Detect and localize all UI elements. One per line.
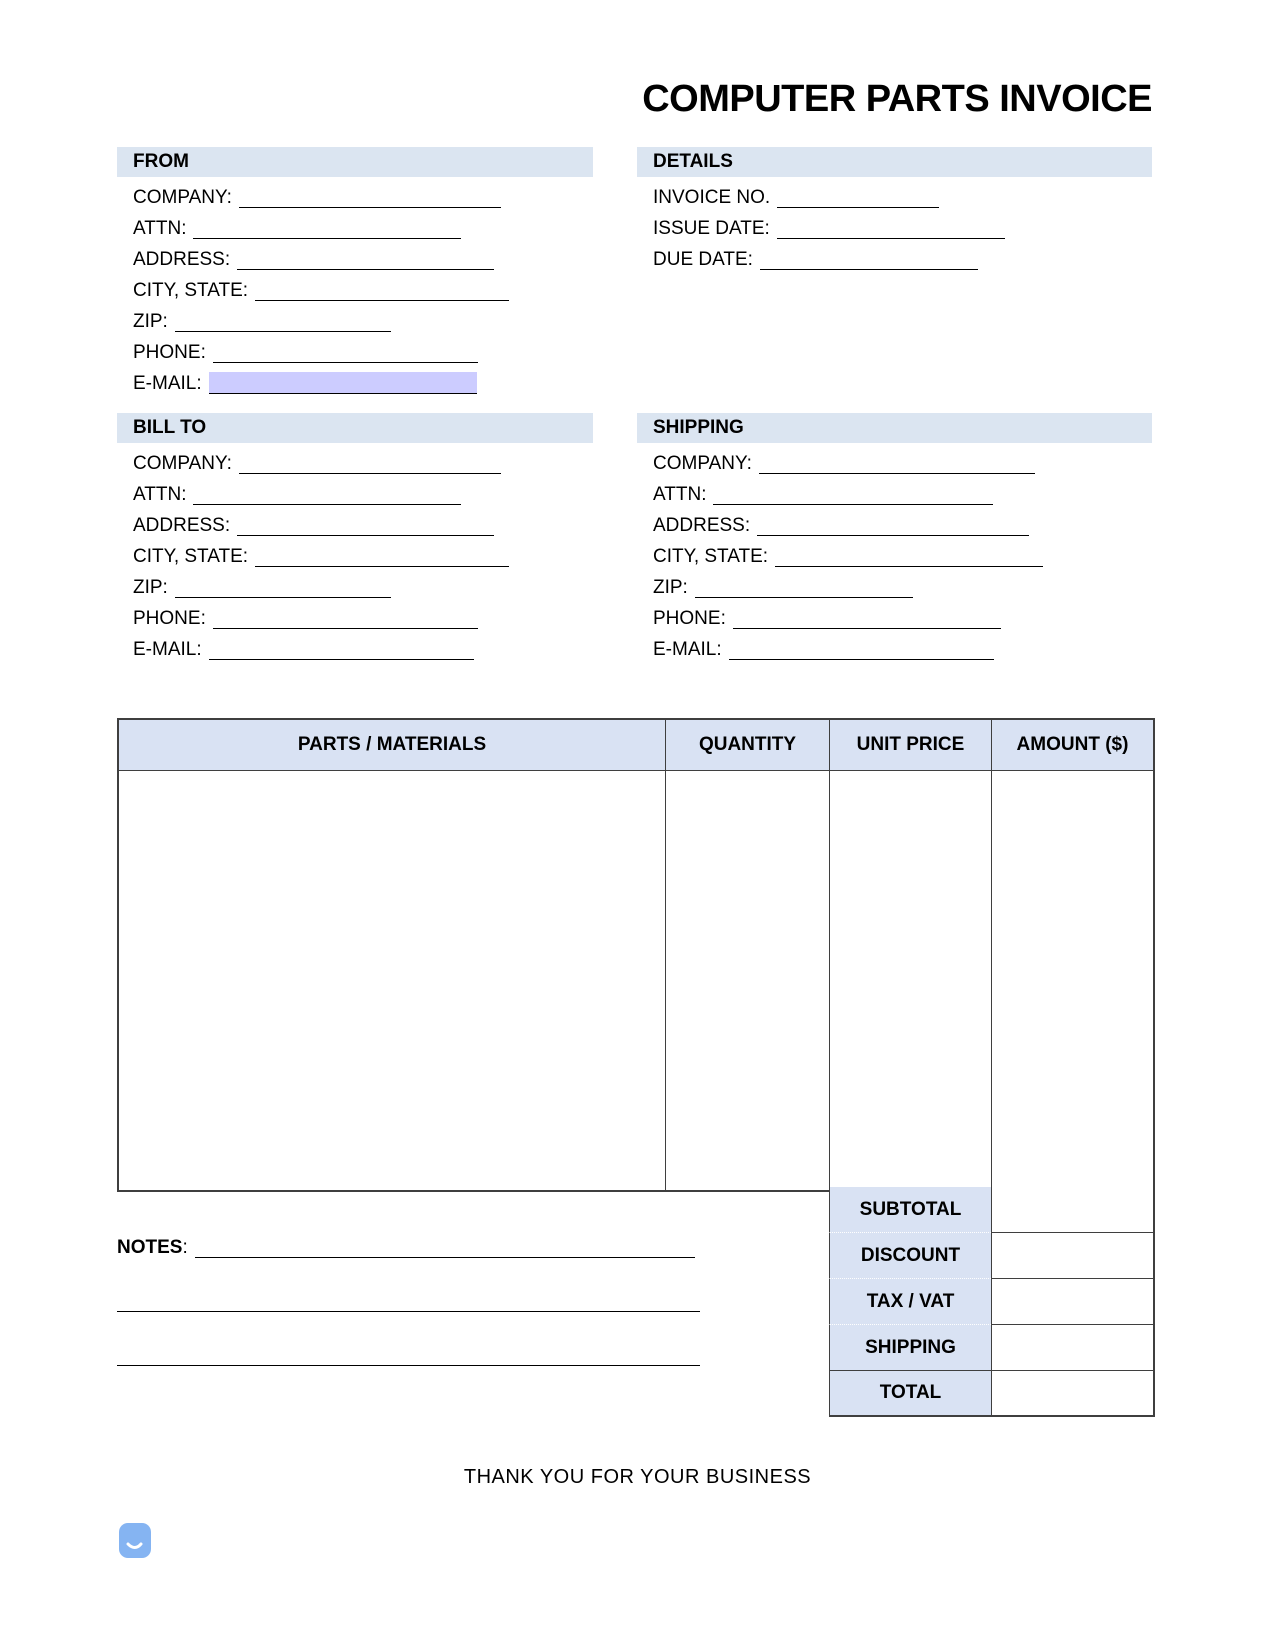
bill-city-state-line[interactable] [255, 564, 509, 567]
total-label: TOTAL [829, 1371, 991, 1417]
issue-date-row [653, 211, 1152, 242]
from-email-line[interactable] [209, 372, 477, 394]
ship-phone-line[interactable] [733, 626, 1001, 629]
shipping-section-title: SHIPPING [653, 417, 744, 438]
shipping-section-header [637, 413, 1152, 443]
from-section-header [117, 147, 593, 177]
notes-row-3 [117, 1338, 717, 1368]
ship-company-line[interactable] [759, 471, 1035, 474]
from-address-label: ADDRESS: [133, 249, 231, 270]
bill-email-line[interactable] [209, 657, 474, 660]
bill-phone-row [133, 601, 593, 632]
discount-value-cell[interactable] [991, 1233, 1155, 1279]
from-zip-row [133, 304, 593, 335]
from-attn-line[interactable] [193, 236, 461, 239]
total-value-cell[interactable] [991, 1371, 1155, 1417]
ship-email-label: E-MAIL: [653, 639, 722, 660]
bill-phone-line[interactable] [213, 626, 478, 629]
from-section-title: FROM [133, 151, 189, 172]
from-city-state-line[interactable] [255, 298, 509, 301]
notes-line-1[interactable] [195, 1255, 695, 1258]
from-section [117, 147, 593, 397]
subtotal-row [117, 1187, 1155, 1233]
bill-email-row [133, 632, 593, 663]
bill-to-section-header [117, 413, 593, 443]
shipping-section [637, 413, 1152, 663]
from-phone-line[interactable] [213, 360, 478, 363]
due-date-row [653, 242, 1152, 273]
from-attn-label: ATTN: [133, 218, 187, 239]
invoice-maker-smile-logo-icon [119, 1523, 151, 1558]
unit-price-entry-cell[interactable] [829, 771, 991, 1190]
bill-to-section [117, 413, 593, 663]
ship-city-state-label: CITY, STATE: [653, 546, 769, 567]
col-header-quantity: QUANTITY [665, 720, 829, 770]
amount-entry-cell[interactable] [991, 771, 1153, 1190]
col-header-parts-materials: PARTS / MATERIALS [297, 734, 487, 755]
from-email-label: E-MAIL: [133, 373, 202, 394]
bill-address-line[interactable] [237, 533, 494, 536]
items-table-body-row [119, 771, 1153, 1190]
from-company-label: COMPANY: [133, 187, 232, 208]
bill-zip-line[interactable] [175, 595, 391, 598]
parts-materials-entry-cell[interactable] [119, 771, 665, 1190]
ship-zip-row [653, 570, 1152, 601]
ship-company-row [653, 446, 1152, 477]
due-date-label: DUE DATE: [653, 249, 753, 270]
invoice-no-label: INVOICE NO. [653, 187, 771, 208]
ship-zip-line[interactable] [695, 595, 913, 598]
ship-city-state-line[interactable] [775, 564, 1043, 567]
from-address-line[interactable] [237, 267, 494, 270]
notes-row-1 [117, 1230, 717, 1260]
from-email-row [133, 366, 593, 397]
from-company-row [133, 180, 593, 211]
from-city-state-row [133, 273, 593, 304]
issue-date-label: ISSUE DATE: [653, 218, 770, 239]
bill-phone-label: PHONE: [133, 608, 206, 629]
from-phone-row [133, 335, 593, 366]
due-date-line[interactable] [760, 267, 978, 270]
bill-city-state-label: CITY, STATE: [133, 546, 249, 567]
bill-email-label: E-MAIL: [133, 639, 202, 660]
from-address-row [133, 242, 593, 273]
quantity-entry-cell[interactable] [665, 771, 829, 1190]
page-title: COMPUTER PARTS INVOICE [642, 78, 1152, 120]
ship-address-label: ADDRESS: [653, 515, 751, 536]
from-company-line[interactable] [239, 205, 501, 208]
details-section [637, 147, 1152, 273]
from-zip-label: ZIP: [133, 311, 168, 332]
ship-address-line[interactable] [757, 533, 1029, 536]
shipping-value-cell[interactable] [991, 1325, 1155, 1371]
shipping-cost-label: SHIPPING [829, 1325, 991, 1371]
invoice-no-row [653, 180, 1152, 211]
ship-address-row [653, 508, 1152, 539]
bill-company-label: COMPANY: [133, 453, 232, 474]
bill-city-state-row [133, 539, 593, 570]
notes-label: NOTES: [117, 1237, 188, 1258]
bill-attn-label: ATTN: [133, 484, 187, 505]
ship-attn-label: ATTN: [653, 484, 707, 505]
ship-attn-row [653, 477, 1152, 508]
bill-address-row [133, 508, 593, 539]
bill-company-row [133, 446, 593, 477]
notes-row-2 [117, 1284, 717, 1314]
ship-email-line[interactable] [729, 657, 994, 660]
ship-zip-label: ZIP: [653, 577, 688, 598]
items-table [117, 718, 1155, 1192]
ship-city-state-row [653, 539, 1152, 570]
bill-to-section-title: BILL TO [133, 417, 207, 438]
col-header-unit-price: UNIT PRICE [829, 720, 991, 770]
bill-address-label: ADDRESS: [133, 515, 231, 536]
from-attn-row [133, 211, 593, 242]
notes-line-2[interactable] [117, 1309, 700, 1312]
bill-zip-row [133, 570, 593, 601]
ship-phone-row [653, 601, 1152, 632]
ship-company-label: COMPANY: [653, 453, 752, 474]
discount-label: DISCOUNT [829, 1233, 991, 1279]
bill-attn-row [133, 477, 593, 508]
tax-vat-label: TAX / VAT [829, 1279, 991, 1325]
subtotal-label: SUBTOTAL [829, 1187, 991, 1233]
issue-date-line[interactable] [777, 236, 1005, 239]
items-table-header-row [119, 720, 1153, 771]
from-zip-line[interactable] [175, 329, 391, 332]
notes-line-3[interactable] [117, 1363, 700, 1366]
details-section-title: DETAILS [653, 151, 733, 172]
bill-company-line[interactable] [239, 471, 501, 474]
bill-attn-line[interactable] [193, 502, 461, 505]
notes-section [117, 1230, 717, 1392]
tax-vat-value-cell[interactable] [991, 1279, 1155, 1325]
bill-zip-label: ZIP: [133, 577, 168, 598]
col-header-amount: AMOUNT ($) [991, 720, 1153, 770]
details-section-header [637, 147, 1152, 177]
ship-phone-label: PHONE: [653, 608, 726, 629]
from-city-state-label: CITY, STATE: [133, 280, 249, 301]
ship-attn-line[interactable] [713, 502, 993, 505]
ship-email-row [653, 632, 1152, 663]
from-phone-label: PHONE: [133, 342, 206, 363]
thank-you-message: THANK YOU FOR YOUR BUSINESS [463, 1466, 812, 1488]
subtotal-value-cell[interactable] [991, 1187, 1155, 1233]
invoice-no-line[interactable] [777, 205, 939, 208]
summary-spacer [117, 1187, 829, 1233]
